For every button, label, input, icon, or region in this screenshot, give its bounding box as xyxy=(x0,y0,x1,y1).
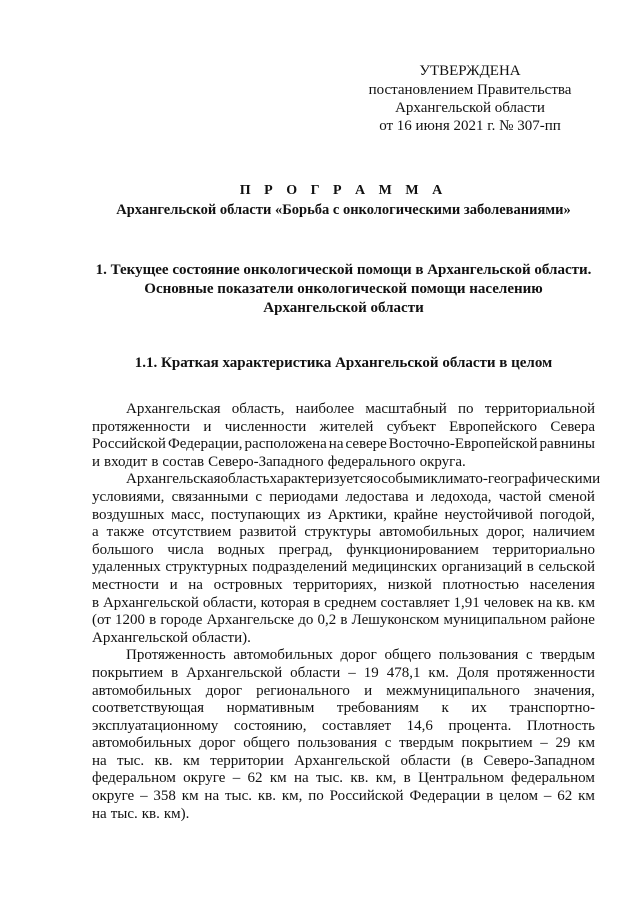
paragraph-line: автомобильных дорог регионального и межмуниципального значения, xyxy=(92,682,595,699)
paragraph-line: эксплуатационному состоянию, составляет 14,6 процента. Плотность xyxy=(92,717,595,734)
section-title-line: 1. Текущее состояние онкологической помощи в Архангельской области. xyxy=(95,262,592,278)
body-text xyxy=(92,401,601,823)
paragraph-line: Российской Федерации, расположена на севере Восточно-Европейской равнины xyxy=(92,436,595,453)
paragraph xyxy=(92,471,601,647)
paragraph-line: на тыс. кв. км территории Архангельской области (в Северо-Западном xyxy=(92,752,595,769)
program-title: П Р О Г Р А М М А xyxy=(239,183,448,198)
paragraph-line: соответствующая нормативным требованиям к их транспортно- xyxy=(92,700,595,717)
section-title-line: Основные показатели онкологической помощи населению xyxy=(144,281,543,297)
paragraph-line: на тыс. кв. км). xyxy=(92,805,190,822)
paragraph-line: Протяженность автомобильных дорог общего пользования с твердым xyxy=(126,647,595,664)
paragraph-line: воздушных масс, поступающих из Арктики, крайне неустойчивой погодой, xyxy=(92,506,595,523)
paragraph-line: федеральном округе – 62 км на тыс. кв. км, в Центральном федеральном xyxy=(92,770,595,787)
paragraph-line: (от 1200 в городе Архангельске до 0,2 в Лешуконском муниципальном районе xyxy=(92,612,595,629)
paragraph-line: условиями, связанными с периодами ледостава и ледохода, частой сменой xyxy=(92,488,595,505)
approval-line: от 16 июня 2021 г. № 307-пп xyxy=(379,118,561,134)
section-title xyxy=(92,261,595,318)
approval-heading: УТВЕРЖДЕНА xyxy=(419,63,521,79)
section-title-line: Архангельской области xyxy=(263,300,424,316)
paragraph-line: а также отсутствием развитой структуры автомобильных дорог, наличием xyxy=(92,524,595,541)
paragraph-line: местности и на островных территориях, низкой плотностью населения xyxy=(92,576,595,593)
approval-line: постановлением Правительства xyxy=(368,82,572,98)
approval-stamp xyxy=(360,62,580,135)
paragraph-line: покрытием в Архангельской области – 19 478,1 км. Доля протяженности xyxy=(92,664,595,681)
paragraph-line: Архангельская область характеризуется особыми климато-географическими xyxy=(126,471,601,488)
paragraph-line: округе – 358 км на тыс. кв. км, по Российской Федерации в целом – 62 км xyxy=(92,788,595,805)
paragraph-line: и входит в состав Северо-Западного федерального округа. xyxy=(92,453,466,470)
paragraph xyxy=(92,647,595,823)
program-subtitle: Архангельской области «Борьба с онкологическими заболеваниями» xyxy=(116,202,571,218)
subsection-title: 1.1. Краткая характеристика Архангельской области в целом xyxy=(134,355,553,371)
approval-line: Архангельской области xyxy=(395,100,545,116)
paragraph-line: в Архангельской области, которая в среднем составляет 1,91 человек на кв. км xyxy=(92,594,595,611)
paragraph-line: протяженности и численности жителей субъект Европейского Севера xyxy=(92,418,595,435)
paragraph xyxy=(92,401,595,471)
paragraph-line: Архангельской области). xyxy=(92,629,251,646)
paragraph-line: большого числа водных преград, функционированием территориально xyxy=(92,541,595,558)
paragraph-line: Архангельская область, наиболее масштабный по территориальной xyxy=(126,401,595,417)
paragraph-line: автомобильных дорог общего пользования с твердым покрытием – 29 км xyxy=(92,735,595,752)
paragraph-line: удаленных структурных подразделений медицинских организаций в сельской xyxy=(92,559,595,576)
